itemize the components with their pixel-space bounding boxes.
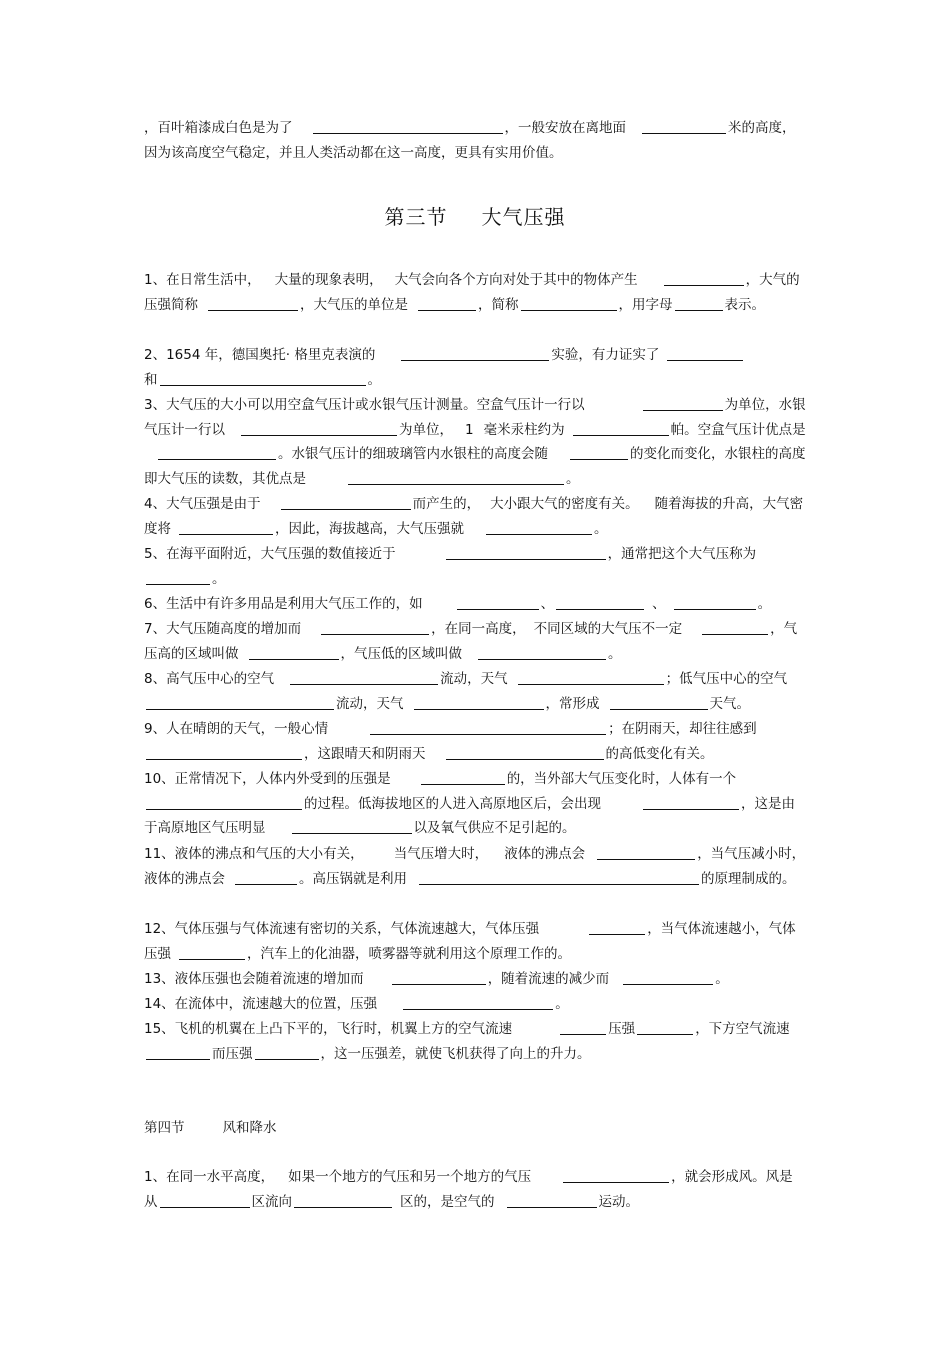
blank[interactable] [235, 869, 297, 885]
blank[interactable] [518, 669, 664, 685]
blank[interactable] [146, 744, 302, 760]
blank[interactable] [597, 844, 695, 860]
blank[interactable] [674, 594, 756, 610]
blank[interactable] [292, 818, 412, 834]
blank[interactable] [589, 919, 645, 935]
blank[interactable] [419, 869, 699, 885]
blank[interactable] [403, 994, 553, 1010]
blank[interactable] [255, 1044, 319, 1060]
blank[interactable] [160, 370, 366, 386]
blank[interactable] [421, 769, 505, 785]
blank[interactable] [643, 794, 739, 810]
question-12: 12、气体压强与气体流速有密切的关系，气体流速越大，气体压强 ，当气体流速越小，气体压强 ，汽车上的化油器，喷雾器等就利用这个原理工作的。 [144, 921, 796, 962]
section4-question-1: 1、在同一水平高度， 如果一个地方的气压和另一个地方的气压 ，就会形成风。风是从 区流向 区的，是空气的 运动。 [144, 1169, 793, 1210]
intro-paragraph: ，百叶箱漆成白色是为了 ，一般安放在离地面 米的高度，因为该高度空气稳定，并且人类活动都在这一高度，更具有实用价值。 [144, 120, 796, 161]
blank[interactable] [667, 345, 743, 361]
blank[interactable] [642, 118, 726, 134]
blank[interactable] [321, 619, 429, 635]
blank[interactable] [146, 569, 210, 585]
blank[interactable] [414, 694, 544, 710]
question-7: 7、大气压随高度的增加而 ，在同一高度， 不同区域的大气压不一定 ，气压高的区域叫做 ，气压低的区域叫做 。 [144, 621, 798, 662]
blank[interactable] [249, 644, 339, 660]
blank[interactable] [623, 969, 713, 985]
blank[interactable] [573, 420, 669, 436]
question-2: 2、1654 年，德国奥托· 格里克表演的 实验，有力证实了 和 。 [144, 343, 804, 392]
blank[interactable] [401, 345, 549, 361]
blank[interactable] [664, 270, 744, 286]
question-15: 15、飞机的机翼在上凸下平的，飞行时，机翼上方的空气流速 压强 ，下方空气流速而压强 ，这一压强差，就使飞机获得了向上的升力。 [144, 1021, 790, 1062]
blank[interactable] [446, 544, 606, 560]
section3-title: 第三节 大气压强 [384, 205, 566, 229]
blank[interactable] [556, 594, 644, 610]
blank[interactable] [507, 1192, 597, 1208]
blank[interactable] [478, 644, 606, 660]
blank[interactable] [179, 944, 245, 960]
blank[interactable] [179, 519, 273, 535]
blank[interactable] [146, 1044, 210, 1060]
question-6: 6、生活中有许多用品是利用大气压工作的，如 、 、 。 [144, 596, 772, 612]
blank[interactable] [486, 519, 592, 535]
blank[interactable] [457, 594, 539, 610]
blank[interactable] [241, 420, 397, 436]
blank[interactable] [370, 719, 606, 735]
question-1: 1、在日常生活中， 大量的现象表明， 大气会向各个方向对处于其中的物体产生 ，大气的压强简称 ，大气压的单位是 ，简称 ，用字母 表示。 [144, 272, 800, 313]
section4-title: 第四节 风和降水 [144, 1120, 277, 1136]
question-4: 4、大气压强是由于 而产生的， 大小跟大气的密度有关。 随着海拔的升高，大气密度将 ，因此，海拔越高，大气压强就 。 [144, 496, 804, 537]
blank[interactable] [146, 694, 334, 710]
blank[interactable] [702, 619, 768, 635]
blank[interactable] [446, 744, 604, 760]
blank[interactable] [158, 444, 276, 460]
blank[interactable] [610, 694, 708, 710]
blank[interactable] [560, 1019, 606, 1035]
blank[interactable] [160, 1192, 250, 1208]
question-5: 5、在海平面附近，大气压强的数值接近于 ，通常把这个大气压称为。 [144, 546, 757, 587]
blank[interactable] [313, 118, 503, 134]
blank[interactable] [146, 794, 302, 810]
blank[interactable] [348, 469, 564, 485]
question-8: 8、高气压中心的空气 流动，天气 ；低气压中心的空气流动，天气 ，常形成 天气。 [144, 671, 788, 712]
blank[interactable] [570, 444, 628, 460]
blank[interactable] [675, 295, 723, 311]
blank[interactable] [643, 395, 723, 411]
question-11: 11、液体的沸点和气压的大小有关， 当气压增大时， 液体的沸点会 ，当气压减小时，液体的沸点会 。高压锅就是利用 的原理制成的。 [144, 846, 806, 887]
question-3: 3、大气压的大小可以用空盒气压计或水银气压计测量。空盒气压计一行以 为单位，水银气压计一行以 为单位， 1 毫米汞柱约为 帕。空盒气压计优点是。水银气压计的细玻璃管内水银柱的高度会随 的变化而变化，水银柱的高度即大气压的读数，其优点是 。 [144, 397, 806, 487]
question-14: 14、在流体中，流速越大的位置，压强 。 [144, 996, 569, 1012]
blank[interactable] [290, 669, 438, 685]
blank[interactable] [281, 494, 411, 510]
blank[interactable] [208, 295, 298, 311]
blank[interactable] [563, 1167, 669, 1183]
blank[interactable] [294, 1192, 392, 1208]
blank[interactable] [418, 295, 476, 311]
blank[interactable] [392, 969, 486, 985]
blank[interactable] [521, 295, 617, 311]
question-10: 10、正常情况下，人体内外受到的压强是 的，当外部大气压变化时，人体有一个的过程。低海拔地区的人进入高原地区后，会出现 ，这是由于高原地区气压明显 以及氧气供应不足引起的。 [144, 771, 795, 836]
blank[interactable] [637, 1019, 693, 1035]
question-13: 13、液体压强也会随着流速的增加而 ，随着流速的减少而 。 [144, 971, 729, 987]
question-9: 9、人在晴朗的天气，一般心情 ；在阴雨天，却往往感到，这跟晴天和阴雨天 的高低变化有关。 [144, 721, 757, 762]
